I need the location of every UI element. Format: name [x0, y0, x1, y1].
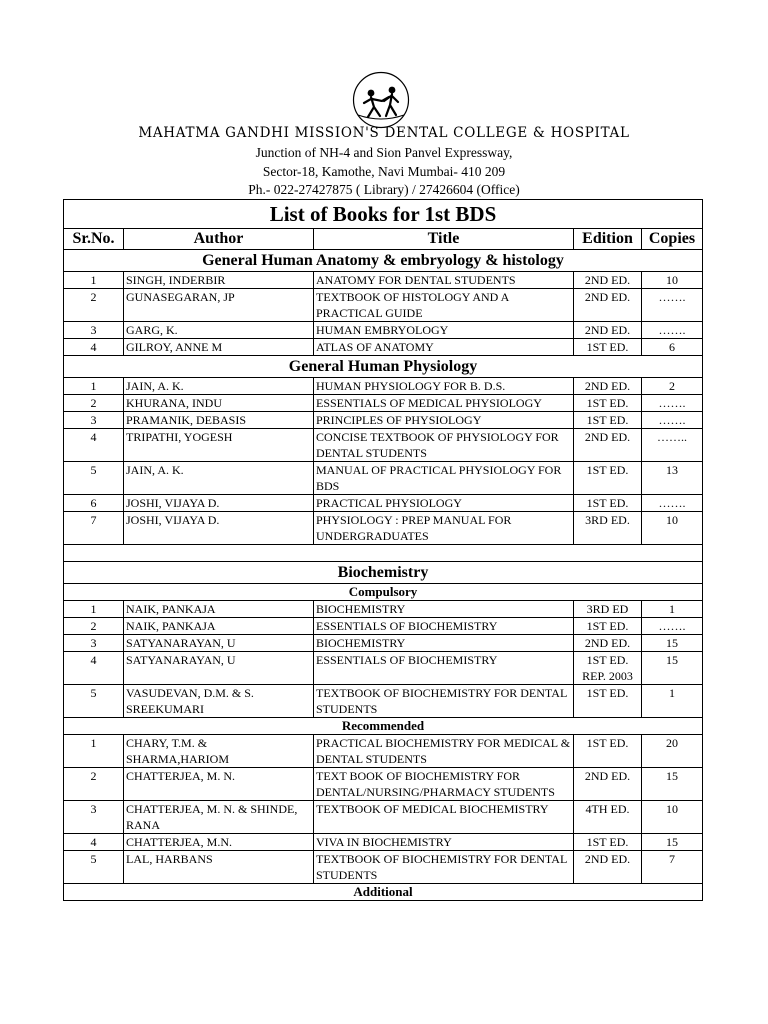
subsection-recommended-row: [64, 718, 703, 735]
copies-cell: …….: [642, 412, 703, 429]
title-cell: VIVA IN BIOCHEMISTRY: [314, 834, 574, 851]
title-cell: ESSENTIALS OF BIOCHEMISTRY: [314, 652, 574, 685]
title-cell: MANUAL OF PRACTICAL PHYSIOLOGY FOR BDS: [314, 462, 574, 495]
col-header-edition: Edition: [574, 229, 642, 250]
col-header-author: Author: [124, 229, 314, 250]
author-cell: SINGH, INDERBIR: [124, 272, 314, 289]
sr-no-cell: 1: [64, 272, 124, 289]
sr-no-cell: 7: [64, 512, 124, 545]
title-cell: PRACTICAL PHYSIOLOGY: [314, 495, 574, 512]
copies-cell: …….: [642, 322, 703, 339]
sr-no-cell: 4: [64, 429, 124, 462]
column-header-row: [64, 229, 703, 250]
copies-cell: 13: [642, 462, 703, 495]
table-row: [64, 618, 703, 635]
author-cell: NAIK, PANKAJA: [124, 618, 314, 635]
table-row: [64, 635, 703, 652]
sr-no-cell: 4: [64, 652, 124, 685]
author-cell: SATYANARAYAN, U: [124, 652, 314, 685]
subsection-compulsory-row: [64, 584, 703, 601]
sr-no-cell: 1: [64, 601, 124, 618]
copies-cell: 1: [642, 685, 703, 718]
sr-no-cell: 1: [64, 735, 124, 768]
col-header-title: Title: [314, 229, 574, 250]
copies-cell: 20: [642, 735, 703, 768]
copies-cell: 2: [642, 378, 703, 395]
section-heading-anatomy-row: [64, 250, 703, 272]
sr-no-cell: 3: [64, 412, 124, 429]
title-cell: BIOCHEMISTRY: [314, 601, 574, 618]
table-row: [64, 378, 703, 395]
edition-cell: 4TH ED.: [574, 801, 642, 834]
section-heading-biochemistry-row: [64, 562, 703, 584]
table-row: [64, 768, 703, 801]
table-row: [64, 495, 703, 512]
copies-cell: …….: [642, 495, 703, 512]
edition-cell: 1ST ED.: [574, 834, 642, 851]
edition-cell: 2ND ED.: [574, 289, 642, 322]
table-title-row: [64, 200, 703, 229]
edition-cell: 1ST ED.: [574, 412, 642, 429]
subsection-additional: Additional: [64, 884, 703, 901]
title-cell: ESSENTIALS OF MEDICAL PHYSIOLOGY: [314, 395, 574, 412]
blank-cell: [64, 545, 703, 562]
edition-cell: 1ST ED.: [574, 685, 642, 718]
edition-cell: 2ND ED.: [574, 768, 642, 801]
copies-cell: 10: [642, 801, 703, 834]
edition-cell: 2ND ED.: [574, 429, 642, 462]
author-cell: VASUDEVAN, D.M. & S. SREEKUMARI: [124, 685, 314, 718]
copies-cell: …….: [642, 618, 703, 635]
table-title: List of Books for 1st BDS: [64, 200, 703, 229]
table-row: [64, 851, 703, 884]
edition-cell: 2ND ED.: [574, 322, 642, 339]
edition-cell: 1ST ED.: [574, 618, 642, 635]
sr-no-cell: 6: [64, 495, 124, 512]
author-cell: TRIPATHI, YOGESH: [124, 429, 314, 462]
author-cell: JAIN, A. K.: [124, 462, 314, 495]
title-cell: BIOCHEMISTRY: [314, 635, 574, 652]
title-cell: ANATOMY FOR DENTAL STUDENTS: [314, 272, 574, 289]
title-cell: PRACTICAL BIOCHEMISTRY FOR MEDICAL & DENTAL STUDENTS: [314, 735, 574, 768]
subsection-additional-row: [64, 884, 703, 901]
sr-no-cell: 5: [64, 462, 124, 495]
copies-cell: 15: [642, 834, 703, 851]
sr-no-cell: 4: [64, 834, 124, 851]
edition-cell: 2ND ED.: [574, 272, 642, 289]
table-row: [64, 289, 703, 322]
phone-line: Ph.- 022-27427875 ( Library) / 27426604 (Office): [248, 182, 520, 197]
edition-cell: 2ND ED.: [574, 635, 642, 652]
edition-cell: 3RD ED: [574, 601, 642, 618]
book-list-table: [63, 199, 703, 901]
col-header-srno: Sr.No.: [64, 229, 124, 250]
copies-cell: …….: [642, 395, 703, 412]
table-row: [64, 512, 703, 545]
table-row: [64, 322, 703, 339]
sr-no-cell: 5: [64, 851, 124, 884]
title-cell: PRINCIPLES OF PHYSIOLOGY: [314, 412, 574, 429]
sr-no-cell: 3: [64, 801, 124, 834]
copies-cell: 15: [642, 652, 703, 685]
table-row: [64, 429, 703, 462]
copies-cell: ……..: [642, 429, 703, 462]
author-cell: SATYANARAYAN, U: [124, 635, 314, 652]
address-line-1: Junction of NH-4 and Sion Panvel Expressway,: [255, 145, 513, 160]
author-cell: JOSHI, VIJAYA D.: [124, 495, 314, 512]
table-row: [64, 685, 703, 718]
section-heading-anatomy: General Human Anatomy & embryology & histology: [64, 250, 703, 272]
table-row: [64, 652, 703, 685]
sr-no-cell: 2: [64, 289, 124, 322]
title-cell: HUMAN EMBRYOLOGY: [314, 322, 574, 339]
author-cell: LAL, HARBANS: [124, 851, 314, 884]
college-logo-icon: [352, 71, 410, 129]
edition-cell: 1ST ED.: [574, 495, 642, 512]
table-row: [64, 339, 703, 356]
title-cell: TEXTBOOK OF HISTOLOGY AND A PRACTICAL GUIDE: [314, 289, 574, 322]
table-row: [64, 395, 703, 412]
author-cell: GARG, K.: [124, 322, 314, 339]
subsection-recommended: Recommended: [64, 718, 703, 735]
table-row: [64, 601, 703, 618]
copies-cell: 6: [642, 339, 703, 356]
edition-cell: 1ST ED.: [574, 462, 642, 495]
edition-cell: 2ND ED.: [574, 851, 642, 884]
edition-cell: 2ND ED.: [574, 378, 642, 395]
section-heading-biochemistry: Biochemistry: [64, 562, 703, 584]
col-header-copies: Copies: [642, 229, 703, 250]
sr-no-cell: 1: [64, 378, 124, 395]
copies-cell: 1: [642, 601, 703, 618]
author-cell: CHATTERJEA, M. N. & SHINDE, RANA: [124, 801, 314, 834]
address-line-2: Sector-18, Kamothe, Navi Mumbai- 410 209: [262, 164, 506, 179]
edition-cell: 1ST ED.: [574, 339, 642, 356]
table-row: [64, 412, 703, 429]
author-cell: KHURANA, INDU: [124, 395, 314, 412]
title-cell: TEXT BOOK OF BIOCHEMISTRY FOR DENTAL/NURSING/PHARMACY STUDENTS: [314, 768, 574, 801]
edition-cell: 1ST ED. REP. 2003: [574, 652, 642, 685]
author-cell: JAIN, A. K.: [124, 378, 314, 395]
copies-cell: 15: [642, 635, 703, 652]
table-row: [64, 801, 703, 834]
author-cell: GUNASEGARAN, JP: [124, 289, 314, 322]
college-name: MAHATMA GANDHI MISSION'S DENTAL COLLEGE & HOSPITAL: [138, 125, 630, 141]
copies-cell: 15: [642, 768, 703, 801]
title-cell: TEXTBOOK OF BIOCHEMISTRY FOR DENTAL STUDENTS: [314, 851, 574, 884]
title-cell: TEXTBOOK OF MEDICAL BIOCHEMISTRY: [314, 801, 574, 834]
author-cell: GILROY, ANNE M: [124, 339, 314, 356]
edition-cell: 1ST ED.: [574, 395, 642, 412]
sr-no-cell: 3: [64, 322, 124, 339]
title-cell: HUMAN PHYSIOLOGY FOR B. D.S.: [314, 378, 574, 395]
title-cell: CONCISE TEXTBOOK OF PHYSIOLOGY FOR DENTAL STUDENTS: [314, 429, 574, 462]
table-row: [64, 735, 703, 768]
subsection-compulsory: Compulsory: [64, 584, 703, 601]
copies-cell: …….: [642, 289, 703, 322]
blank-row: [64, 545, 703, 562]
sr-no-cell: 2: [64, 618, 124, 635]
section-heading-physiology-row: [64, 356, 703, 378]
title-cell: ATLAS OF ANATOMY: [314, 339, 574, 356]
section-heading-physiology: General Human Physiology: [64, 356, 703, 378]
title-cell: TEXTBOOK OF BIOCHEMISTRY FOR DENTAL STUDENTS: [314, 685, 574, 718]
copies-cell: 7: [642, 851, 703, 884]
title-cell: PHYSIOLOGY : PREP MANUAL FOR UNDERGRADUATES: [314, 512, 574, 545]
sr-no-cell: 3: [64, 635, 124, 652]
copies-cell: 10: [642, 512, 703, 545]
table-row: [64, 834, 703, 851]
author-cell: JOSHI, VIJAYA D.: [124, 512, 314, 545]
title-cell: ESSENTIALS OF BIOCHEMISTRY: [314, 618, 574, 635]
sr-no-cell: 2: [64, 768, 124, 801]
author-cell: CHATTERJEA, M. N.: [124, 768, 314, 801]
sr-no-cell: 4: [64, 339, 124, 356]
table-row: [64, 272, 703, 289]
author-cell: CHARY, T.M. & SHARMA,HARIOM: [124, 735, 314, 768]
sr-no-cell: 2: [64, 395, 124, 412]
author-cell: NAIK, PANKAJA: [124, 601, 314, 618]
copies-cell: 10: [642, 272, 703, 289]
sr-no-cell: 5: [64, 685, 124, 718]
author-cell: CHATTERJEA, M.N.: [124, 834, 314, 851]
author-cell: PRAMANIK, DEBASIS: [124, 412, 314, 429]
table-row: [64, 462, 703, 495]
edition-cell: 1ST ED.: [574, 735, 642, 768]
edition-cell: 3RD ED.: [574, 512, 642, 545]
